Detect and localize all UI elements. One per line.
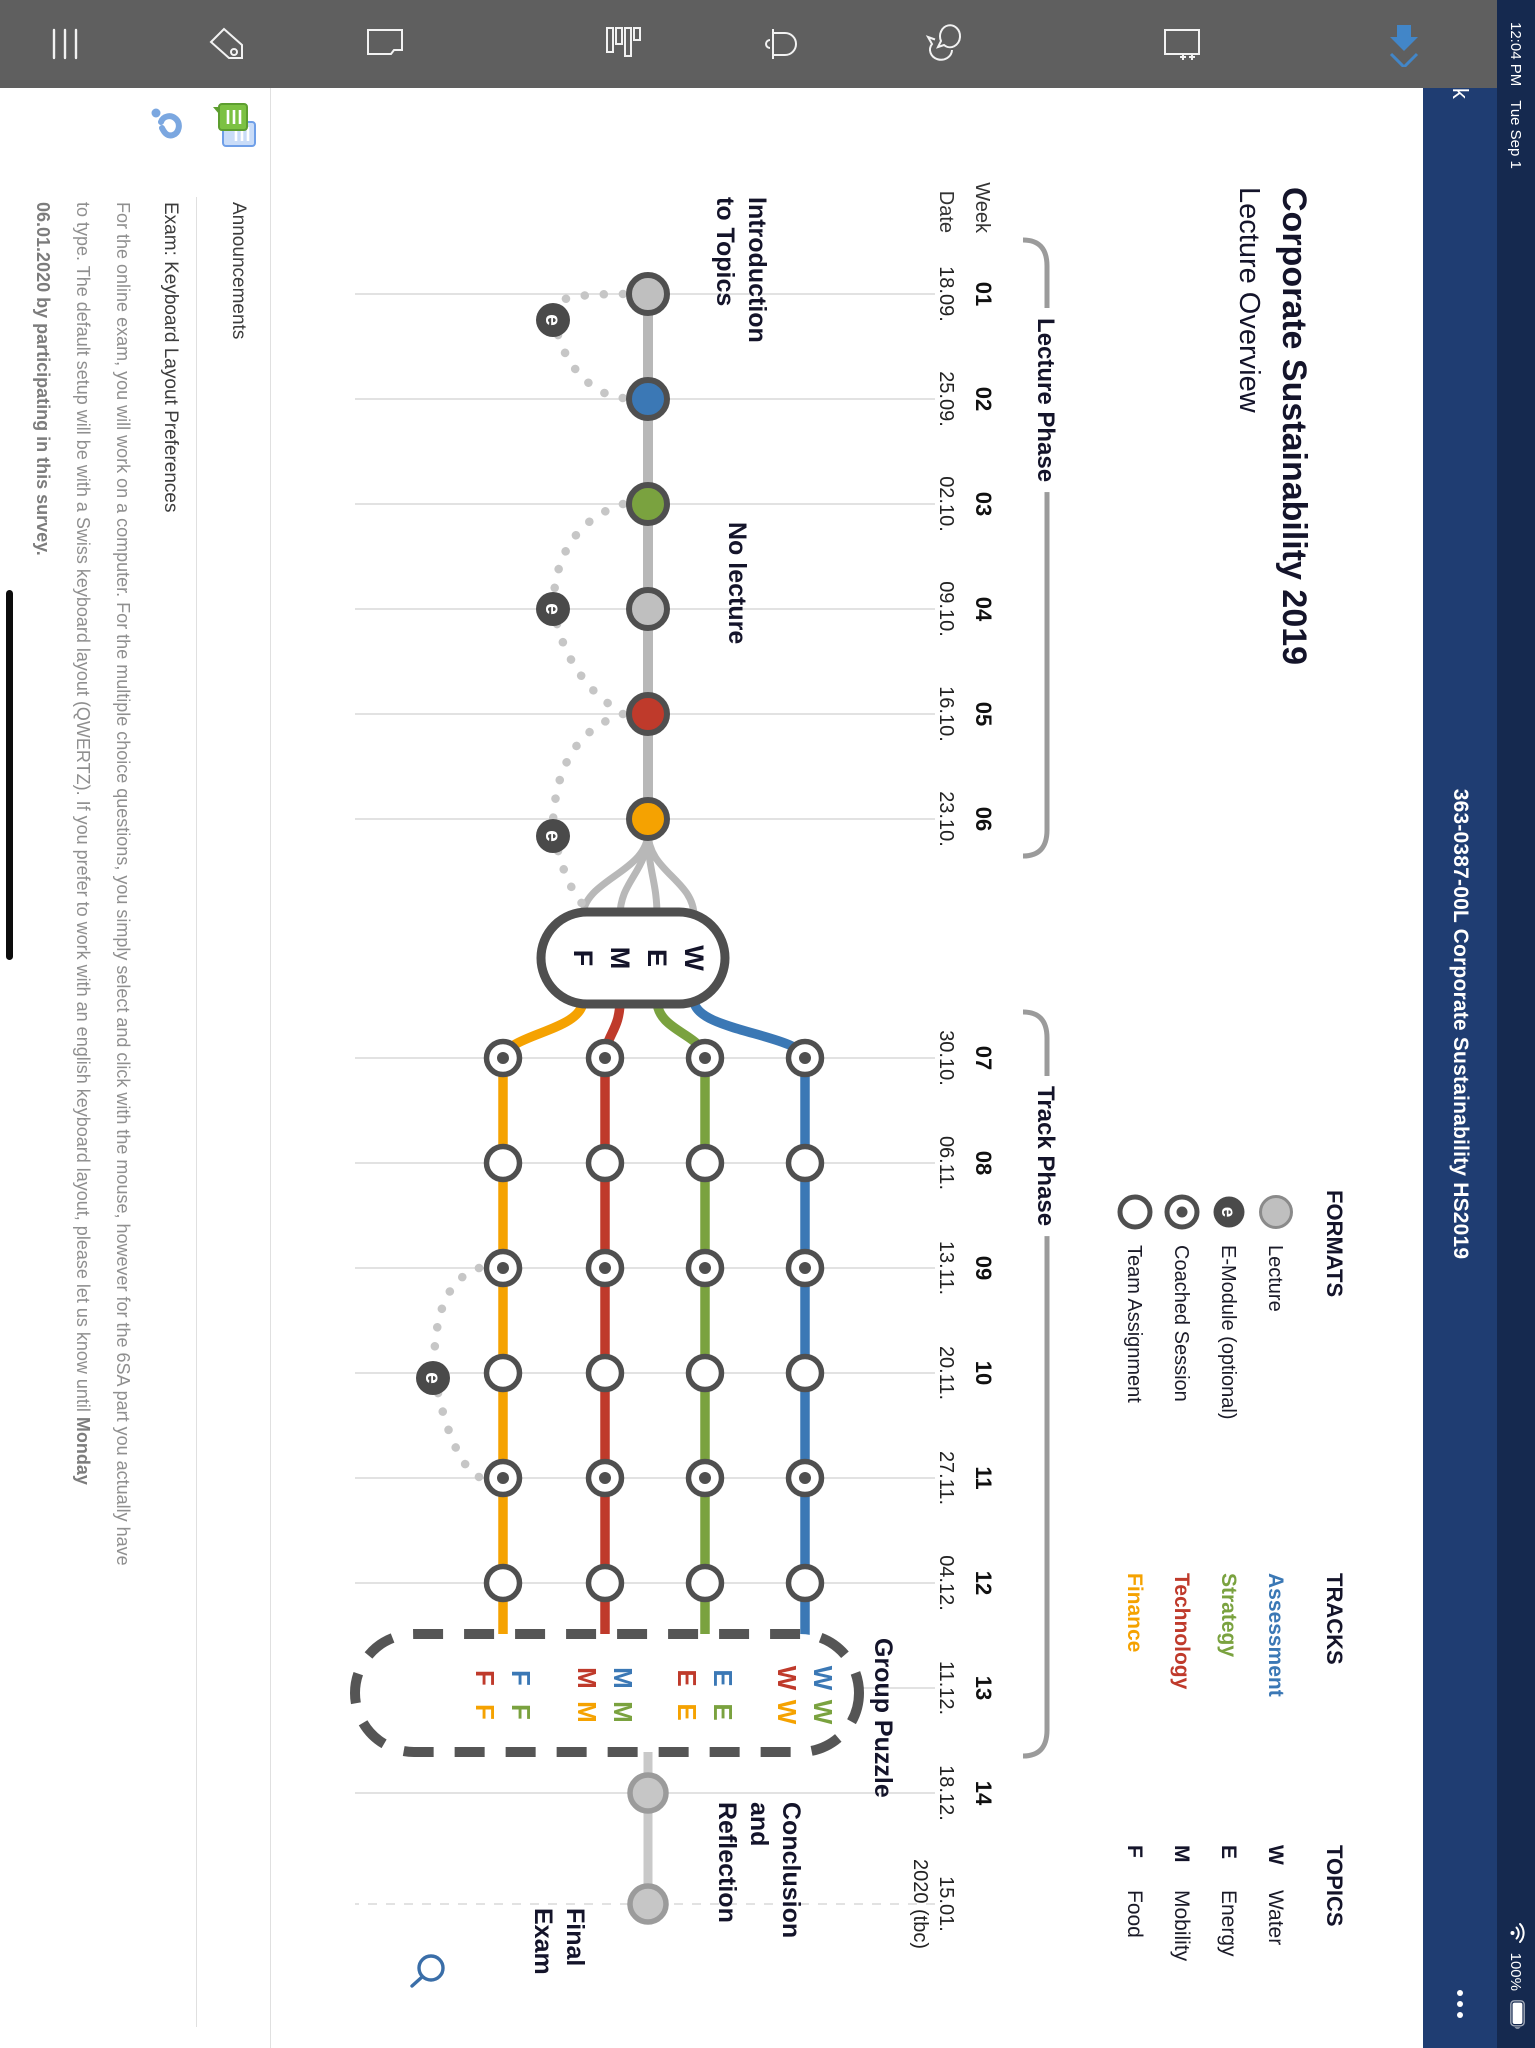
final-exam-label: Exam [529,1908,557,1975]
app-tool-rail [0,0,1497,88]
group-letter: M [608,1667,638,1689]
station-lecture [629,485,667,523]
final-exam-label: Final [561,1908,589,1967]
legend-topic-letter: M [1170,1845,1193,1863]
station-lecture [629,695,667,733]
legend-topic-label: Mobility [1170,1890,1193,1962]
share-forward-icon[interactable] [1376,0,1432,88]
week-date: 11.12. [935,1660,957,1716]
station-team [789,1147,822,1180]
conclusion-label: Conclusion [777,1802,805,1939]
group-letter: M [572,1701,602,1723]
group-letter: E [672,1669,702,1687]
e-module-letter: e [541,314,564,326]
group-letter: M [608,1701,638,1723]
e-module-arc [438,1393,479,1477]
week-date: 27.11. [935,1450,957,1506]
more-options-icon[interactable] [1423,1990,1497,2018]
track-line-finance [503,1000,583,1638]
group-letter: F [470,1670,500,1686]
date-row-label: Date [935,190,957,233]
forum-icon [206,100,257,152]
group-letter: F [506,1704,536,1720]
legend-topic-letter: F [1123,1845,1146,1858]
phase-label: Lecture Phase [1032,318,1059,483]
legend-track-label: Technology [1170,1573,1193,1690]
week-number: 06 [971,806,996,832]
legend-emodule-letter: e [1217,1206,1238,1218]
week-date: 16.10. [935,686,957,742]
legend-track-label: Strategy [1217,1573,1240,1658]
week-date: 09.10. [935,581,957,637]
week-date: 20.11. [935,1345,957,1401]
week-date: 13.11. [935,1240,957,1296]
page-title: 363-0387-00L Corporate Sustainability HS2019 [1449,788,1472,1260]
hamburger-menu-icon[interactable] [37,0,93,88]
legend-format-label: Lecture [1264,1245,1286,1312]
legend-track-label: Assessment [1264,1573,1287,1697]
week-number: 02 [971,386,996,412]
track-line-assessment [694,1000,805,1638]
no-lecture-label: No lecture [723,522,751,645]
group-letter: W [808,1665,838,1691]
divider [270,88,271,2048]
e-module-arc [434,1268,479,1363]
group-letter: F [470,1704,500,1720]
bell-icon[interactable] [755,0,811,88]
legend-topic-label: Energy [1217,1890,1240,1957]
legend-topic-label: Food [1123,1890,1146,1938]
week-number: 05 [971,701,996,727]
conclusion-label: Reflection [713,1802,741,1923]
station-lecture [629,275,667,313]
station-coached-dot [799,1472,811,1484]
legend-format-label: Team Assignment [1123,1245,1145,1403]
status-bar [1497,0,1535,2048]
group-puzzle-box [355,1634,859,1752]
divider [196,197,197,2027]
group-letter: E [672,1703,702,1721]
legend-topic-label: Water [1264,1890,1287,1946]
group-puzzle-label: Group Puzzle [869,1638,897,1798]
grades-icon[interactable] [596,0,652,88]
station-coached-dot [699,1472,711,1484]
station-gray [630,1886,666,1922]
week-date: 23.10. [935,791,957,847]
station-team [487,1147,520,1180]
week-number: 07 [971,1045,996,1071]
station-coached-dot [699,1052,711,1064]
group-letter: W [808,1699,838,1725]
station-lecture [629,380,667,418]
e-module-arc [558,335,623,398]
station-lecture [629,590,667,628]
week-number: 09 [971,1255,996,1281]
e-module-arc [553,714,623,821]
week-date: 15.01. [935,1876,957,1932]
week-number: 03 [971,491,996,517]
station-team [589,1567,622,1600]
week-date: 02.10. [935,476,957,532]
station-team [589,1357,622,1390]
course-content-area [0,88,1423,2048]
group-letter: E [708,1703,738,1721]
battery-icon [1507,2000,1526,2030]
station-team [689,1567,722,1600]
tag-icon[interactable] [199,0,255,88]
choice-activity-icon [142,104,187,148]
station-team [789,1357,822,1390]
station-gray [630,1775,666,1811]
conclusion-label: and [745,1802,773,1847]
legend-lecture-symbol [1261,1197,1292,1228]
station-coached-dot [799,1052,811,1064]
week-number: 08 [971,1150,996,1176]
group-letter: E [708,1669,738,1687]
week-date: 04.12. [935,1555,957,1611]
week-date: 06.11. [935,1135,957,1191]
legend-topic-letter: W [1264,1845,1287,1865]
week-date: 18.12. [935,1765,957,1821]
topic-box-letter: E [642,948,672,968]
search-document-button[interactable] [404,1950,448,1994]
week-date: 2020 (tbc) [909,1858,931,1950]
lecture-overview-diagram [273,88,1423,2048]
e-module-letter: e [541,603,564,615]
introduction-label: Introduction [743,197,771,343]
track-line-technology [605,1000,620,1638]
week-number: 11 [971,1466,996,1490]
legend-format-label: Coached Session [1170,1245,1192,1402]
group-letter: F [506,1670,536,1686]
station-coached-dot [599,1472,611,1484]
station-lecture [629,800,667,838]
introduction-label: to Topics [711,197,739,307]
station-coached-dot [497,1472,509,1484]
folder-icon[interactable] [357,0,413,88]
group-letter: W [772,1699,802,1725]
track-line-strategy [657,1000,705,1638]
week-date: 18.09. [935,266,957,322]
home-indicator[interactable] [6,590,13,960]
station-team [689,1357,722,1390]
e-module-arc [555,294,623,306]
e-module-letter: e [421,1372,444,1384]
diagram-subtitle: Lecture Overview [1233,187,1265,413]
legend-coached-dot [1177,1207,1188,1218]
station-team [589,1147,622,1180]
chat-icon[interactable] [916,0,972,88]
announcements-row[interactable] [205,88,263,2048]
status-date: Tue Sep 1 [1507,100,1525,169]
week-number: 10 [971,1360,996,1386]
week-number: 13 [971,1675,996,1701]
group-letter: W [772,1665,802,1691]
topic-box-letter: W [679,945,709,971]
legend-topic-letter: E [1217,1845,1240,1860]
status-time: 12:04 PM [1507,22,1525,87]
exam-post-body: For the online exam, you will work on a computer. For the multiple choice questions, you simply select and click with the mouse, however for the 6SA part you actually have to type. The default setup will be with a Swiss keyboard layout (QWERTZ). If you prefer to work with an english keyboard layout, please let us know until Monday 06.01.2020 by participating in this survey. [33,202,133,1566]
week-row-label: Week [971,182,993,233]
legend-track-label: Finance [1123,1573,1146,1653]
week-number: 04 [971,596,996,622]
legend-format-label: E-Module (optional) [1217,1245,1239,1420]
e-module-arc [557,624,623,712]
station-coached-dot [497,1052,509,1064]
announcements-label: Announcements [228,202,249,340]
station-coached-dot [799,1262,811,1274]
e-module-arc [554,504,623,594]
station-coached-dot [497,1262,509,1274]
week-number: 01 [971,281,996,307]
e-module-letter: e [541,830,564,842]
station-coached-dot [699,1262,711,1274]
station-coached-dot [599,1262,611,1274]
topic-box-letter: F [568,949,598,967]
topics-legend-title: TOPICS [1322,1845,1347,1927]
topic-box-letter: M [605,946,635,970]
week-number: 12 [971,1570,996,1596]
battery-percent: 100% [1507,1952,1525,1991]
group-letter: M [572,1667,602,1689]
week-date: 25.09. [935,371,957,427]
station-team [789,1567,822,1600]
formats-legend-title: FORMATS [1322,1190,1347,1298]
station-team [487,1567,520,1600]
tracks-legend-title: TRACKS [1322,1573,1347,1665]
diagram-title: Corporate Sustainability 2019 [1275,187,1313,666]
nav-bar [1423,0,1497,2048]
station-coached-dot [599,1052,611,1064]
week-date: 30.10. [935,1030,957,1086]
notebook-icon[interactable] [1154,0,1210,88]
wifi-icon [1506,1922,1526,1944]
station-team [487,1357,520,1390]
phase-label: Track Phase [1032,1086,1059,1227]
station-team [689,1147,722,1180]
legend-team-symbol [1120,1197,1150,1227]
week-number: 14 [971,1780,996,1806]
exam-post-title[interactable]: Exam: Keyboard Layout Preferences [160,202,181,513]
